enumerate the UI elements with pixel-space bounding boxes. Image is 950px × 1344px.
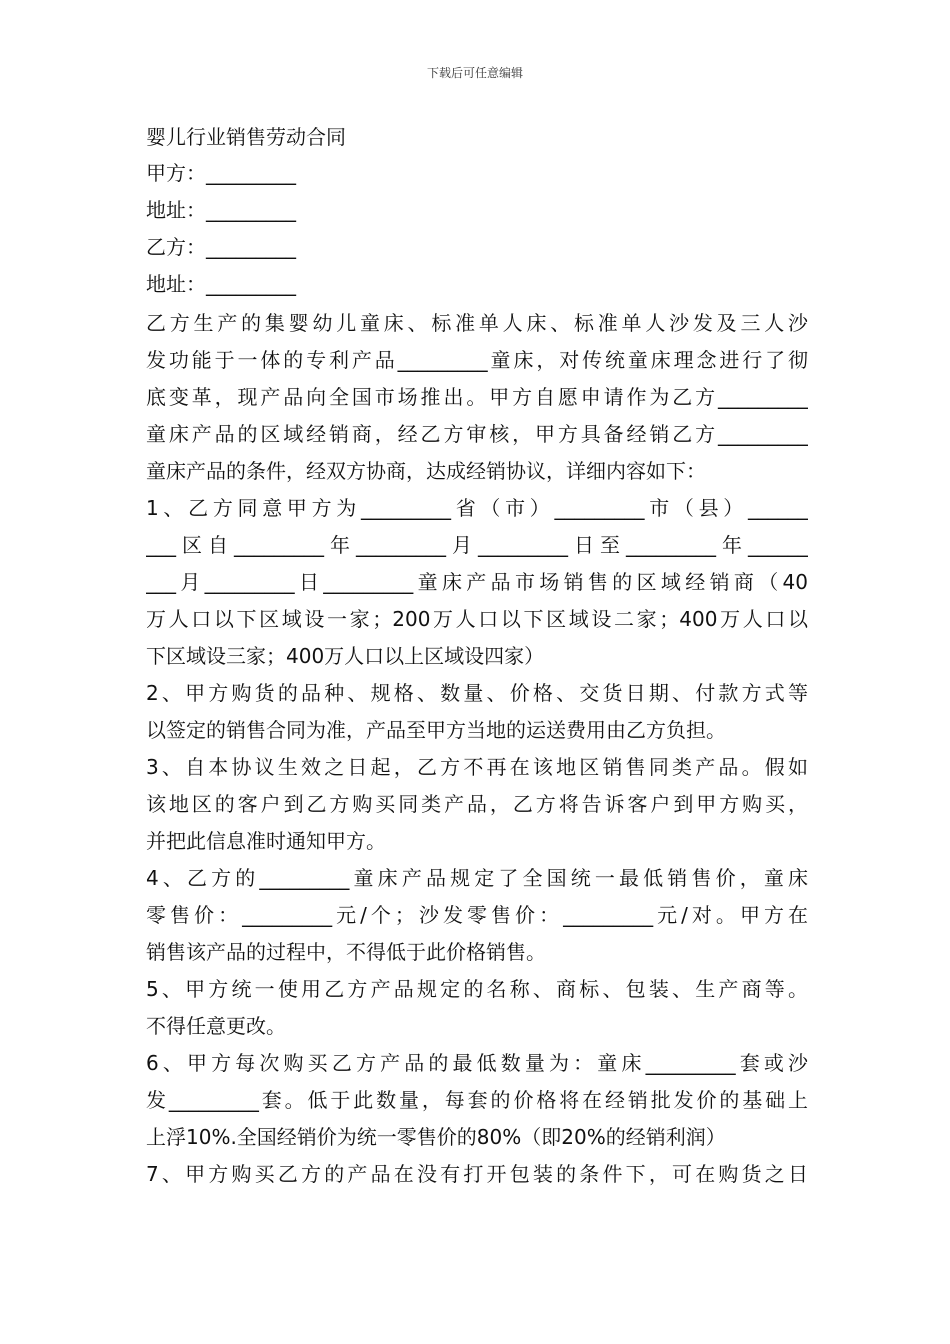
address-a-line: 地址：_________ — [146, 198, 296, 222]
clause-3-line: 该地区的客户到乙方购买同类产品，乙方将告诉客户到甲方购买， — [146, 792, 808, 816]
clause-2-line: 以签定的销售合同为准，产品至甲方当地的运送费用由乙方负担。 — [146, 718, 726, 742]
party-a-line: 甲方：_________ — [146, 161, 296, 185]
intro-line: 发功能于一体的专利产品_________童床，对传统童床理念进行了彻 — [146, 348, 808, 372]
intro-line: 底变革，现产品向全国市场推出。甲方自愿申请作为乙方_________ — [146, 385, 808, 409]
clause-6-line: 6、甲方每次购买乙方产品的最低数量为：童床_________套或沙 — [146, 1051, 808, 1075]
party-b-line: 乙方：_________ — [146, 235, 296, 259]
intro-line: 童床产品的区域经销商，经乙方审核，甲方具备经销乙方_________ — [146, 422, 808, 446]
clause-5-line: 不得任意更改。 — [146, 1014, 286, 1038]
clause-1-line: 下区域设三家；400万人口以上区域设四家） — [146, 644, 545, 668]
clause-1-line: 1、乙方同意甲方为_________省（市）_________市（县）______ — [146, 496, 808, 520]
clause-3-line: 并把此信息准时通知甲方。 — [146, 829, 386, 853]
clause-5-line: 5、甲方统一使用乙方产品规定的名称、商标、包装、生产商等。 — [146, 977, 808, 1001]
clause-4-line: 零售价：_________元/个；沙发零售价：_________元/对。甲方在 — [146, 903, 808, 927]
clause-1-line: ___区自_________年_________月_________日至_________年______ — [146, 533, 808, 557]
clause-6-line: 发_________套。低于此数量，每套的价格将在经销批发价的基础上 — [146, 1088, 808, 1112]
clause-7-line: 7、甲方购买乙方的产品在没有打开包装的条件下，可在购货之日 — [146, 1162, 808, 1186]
intro-line: 童床产品的条件，经双方协商，达成经销协议，详细内容如下： — [146, 459, 706, 483]
clause-1-line: 万人口以下区域设一家；200万人口以下区域设二家；400万人口以 — [146, 607, 808, 631]
header-note: 下载后可任意编辑 — [426, 66, 523, 80]
clause-6-line: 上浮10%.全国经销价为统一零售价的80%（即20%的经销利润） — [146, 1125, 726, 1149]
intro-line: 乙方生产的集婴幼儿童床、标准单人床、标准单人沙发及三人沙 — [146, 311, 808, 335]
document-title: 婴儿行业销售劳动合同 — [146, 125, 346, 149]
clause-1-line: ___月_________日_________童床产品市场销售的区域经销商（40 — [146, 570, 808, 594]
clause-4-line: 销售该产品的过程中，不得低于此价格销售。 — [146, 940, 546, 964]
clause-3-line: 3、自本协议生效之日起，乙方不再在该地区销售同类产品。假如 — [146, 755, 808, 779]
address-b-line: 地址：_________ — [146, 272, 296, 296]
clause-4-line: 4、乙方的_________童床产品规定了全国统一最低销售价，童床 — [146, 866, 808, 890]
clause-2-line: 2、甲方购货的品种、规格、数量、价格、交货日期、付款方式等 — [146, 681, 808, 705]
